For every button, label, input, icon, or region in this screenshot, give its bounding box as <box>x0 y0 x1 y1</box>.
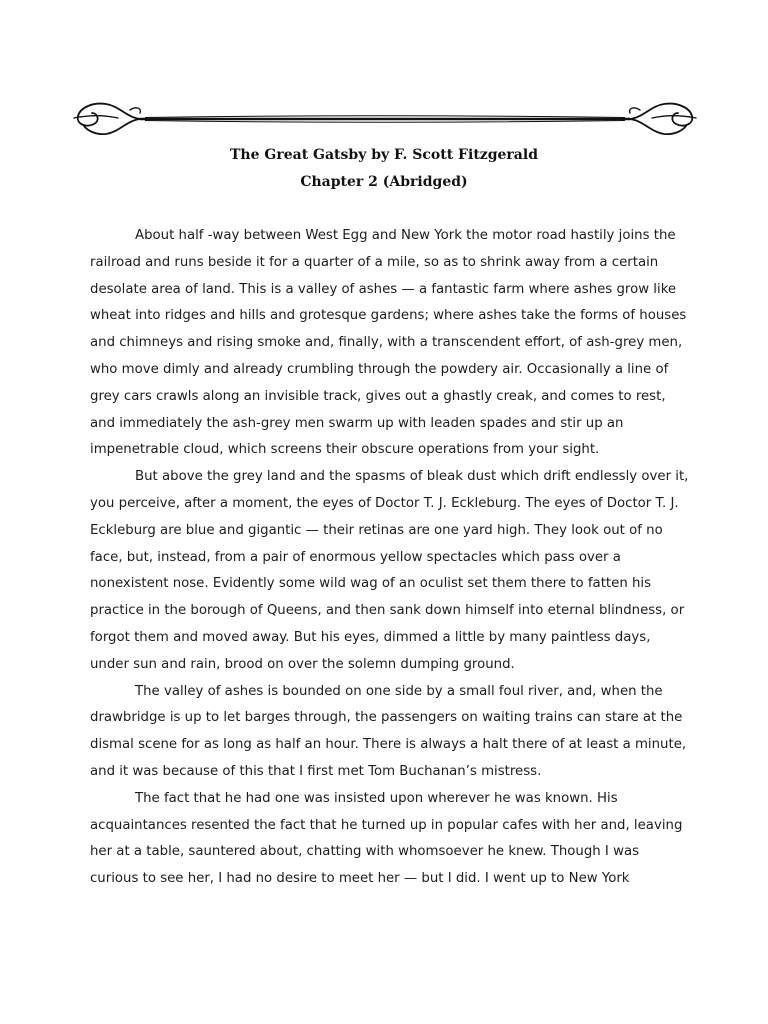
paragraph: About half -way between West Egg and New York the motor road hastily joins the railroad and runs beside it for a quarter of a mile, so as to shrink away from a certain desolate area of land. This is a valley of ashes — a fantastic farm where ashes grow like wheat into ridges and hills and grotesque gardens; where ashes take the forms of houses and chimneys and rising smoke and, finally, with a transcendent effort, of ash-grey men, who move dimly and already crumbling through the powdery air. Occasionally a line of grey cars crawls along an invisible track, gives out a ghastly creak, and comes to rest, and immediately the ash-grey men swarm up with leaden spades and stir up an impenetrable cloud, which screens their obscure operations from your sight. <box>90 228 687 458</box>
document-title: The Great Gatsby by F. Scott Fitzgerald <box>230 147 538 163</box>
title-block <box>0 142 768 196</box>
body-text <box>90 223 690 893</box>
paragraph: But above the grey land and the spasms of bleak dust which drift endlessly over it, you perceive, after a moment, the eyes of Doctor T. J. Eckleburg. The eyes of Doctor T. J. Eckleburg are blue and gigantic — their retinas are one yard high. They look out of no face, but, instead, from a pair of enormous yellow spectacles which pass over a nonexistent nose. Evidently some wild wag of an oculist set them there to fatten his practice in the borough of Queens, and then sank down himself into eternal blindness, or forgot them and moved away. But his eyes, dimmed a little by many paintless days, under sun and rain, brood on over the solemn dumping ground. <box>90 469 689 672</box>
decorative-divider-flourish <box>70 98 700 140</box>
paragraph: The fact that he had one was insisted upon wherever he was known. His acquaintances resented the fact that he turned up in popular cafes with her and, leaving her at a table, sauntered about, chatting with whomsoever he knew. Though I was curious to see her, I had no desire to meet her — but I did. I went up to New York <box>90 790 683 887</box>
paragraph: The valley of ashes is bounded on one side by a small foul river, and, when the drawbridge is up to let barges through, the passengers on waiting trains can stare at the dismal scene for as long as half an hour. There is always a halt there of at least a minute, and it was because of this that I first met Tom Buchanan’s mistress. <box>90 683 687 779</box>
chapter-subtitle: Chapter 2 (Abridged) <box>300 174 468 190</box>
